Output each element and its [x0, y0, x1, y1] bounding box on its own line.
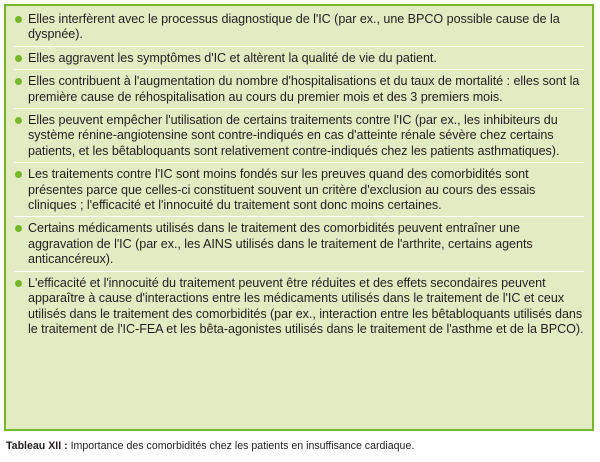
list-item-text: L'efficacité et l'innocuité du traitement peuvent être réduites et des effets secondaires peuvent apparaître à cause d'interactions entre les médicaments utilisés dans le traitement de l'IC et ceux utilisés dans le traitement des comorbidités (par ex., interaction entre les bêtabloquants utilisés dans le traitement de l'IC-FEA et les bêta-agonistes utilisés dans le traitement de l'asthme et de la BPCO). [28, 275, 584, 336]
list-item-text: Certains médicaments utilisés dans le traitement des comorbidités peuvent entraîner une aggravation de l'IC (par ex., les AINS utilisés dans le traitement de l'arthrite, certains agents anticancéreux). [28, 221, 533, 267]
list-item-text: Elles aggravent les symptômes d'IC et altèrent la qualité de vie du patient. [28, 50, 437, 65]
list-item [14, 276, 584, 341]
bullet-icon [15, 171, 22, 178]
bullet-icon [15, 225, 22, 232]
list-item [14, 221, 584, 271]
list-item [14, 51, 584, 70]
list-item-text: Les traitements contre l'IC sont moins fondés sur les preuves quand des comorbidités sont présentes parce que celles-ci constituent souvent un critère d'exclusion au cours des essais cliniques ; l'efficacité et l'innocuité du traitement sont donc moins certaines. [28, 167, 536, 213]
list-item [14, 167, 584, 217]
list-item-text: Elles interfèrent avec le processus diagnostique de l'IC (par ex., une BPCO possible cause de la dyspnée). [28, 12, 560, 42]
list-item [14, 12, 584, 47]
bullet-icon [15, 117, 22, 124]
comorbidities-table [4, 4, 594, 431]
list-item-text: Elles contribuent à l'augmentation du nombre d'hospitalisations et du taux de mortalité : elles sont la première cause de réhospitalisation au cours du premier mois et des 3 premiers mois. [28, 74, 580, 104]
bullet-icon [15, 280, 22, 287]
bullet-icon [15, 55, 22, 62]
caption-text: Importance des comorbidités chez les patients en insuffisance cardiaque. [67, 440, 415, 452]
bullet-icon [15, 16, 22, 23]
bullet-icon [15, 78, 22, 85]
list-item [14, 113, 584, 163]
list-item-text: Elles peuvent empêcher l'utilisation de certains traitements contre l'IC (par ex., les inhibiteurs du système rénine-angiotensine sont contre-indiqués en cas d'atteinte rénale sévère chez certains patients, et les bêtabloquants sont relativement contre-indiqués chez les patients asthmatiques). [28, 113, 560, 158]
table-caption [6, 440, 414, 453]
caption-label: Tableau XII : [6, 440, 68, 452]
list-item [14, 74, 584, 109]
